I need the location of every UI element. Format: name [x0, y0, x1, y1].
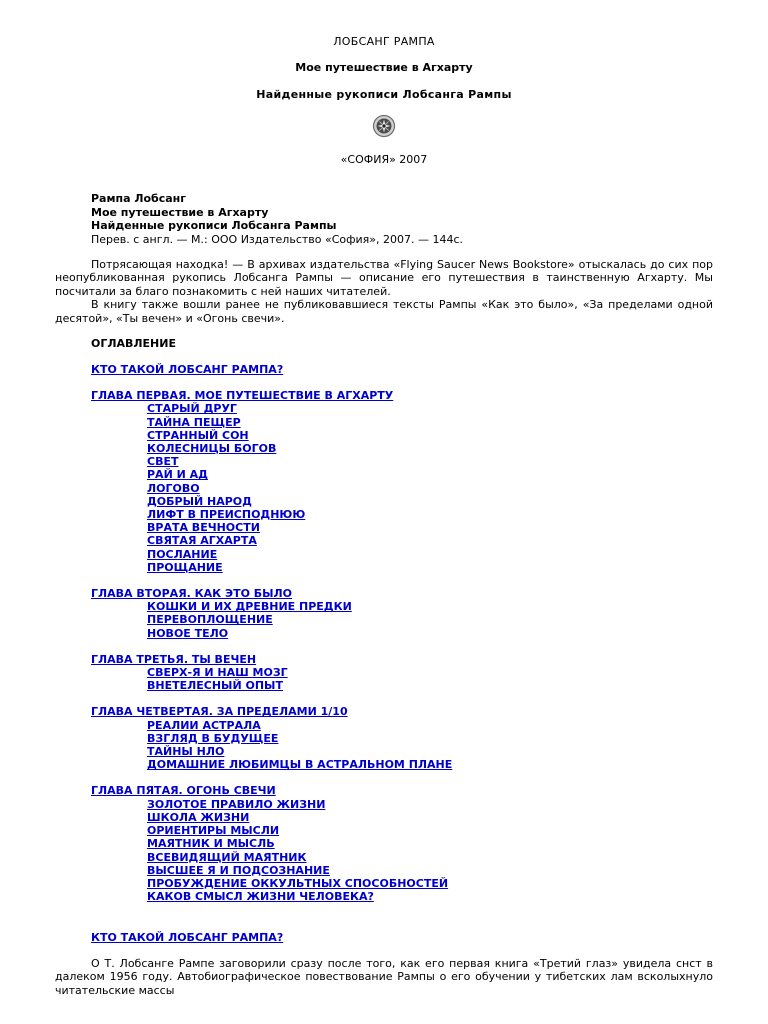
toc-link-item[interactable]: КОШКИ И ИХ ДРЕВНИЕ ПРЕДКИ — [147, 600, 352, 614]
annotation-paragraph: Потрясающая находка! — В архивах издательства «Flying Saucer News Bookstore» отыскалась до сих пор неопубликованная рукопись Лобсанга Рампы — описание его путешествия в таинственную Агхарту. Мы посчитали за благо познакомить с ней наших читателей. — [55, 258, 713, 298]
toc-link-item[interactable]: ЗОЛОТОЕ ПРАВИЛО ЖИЗНИ — [147, 797, 326, 811]
book-title: Мое путешествие в Агхарту — [295, 61, 473, 74]
toc-link-item[interactable]: НОВОЕ ТЕЛО — [147, 626, 229, 640]
toc-link-item[interactable]: СТРАННЫЙ СОН — [147, 428, 249, 442]
section-heading-link[interactable]: КТО ТАКОЙ ЛОБСАНГ РАМПА? — [91, 931, 284, 944]
toc-link-item[interactable]: ВЗГЛЯД В БУДУЩЕЕ — [147, 731, 279, 745]
toc-link-item[interactable]: МАЯТНИК И МЫСЛЬ — [147, 837, 275, 851]
meta-subtitle: Найденные рукописи Лобсанга Рампы — [91, 219, 337, 233]
toc-link-intro[interactable]: КТО ТАКОЙ ЛОБСАНГ РАМПА? — [91, 363, 284, 376]
body-paragraph: О Т. Лобсанге Рампе заговорили сразу после того, как его первая книга «Третий глаз» увидела снст в далеком 1956 году. Автобиографическое повествование Рампы о его обучении у тибетских лам всколыхнуло читательские массы — [55, 957, 713, 997]
meta-title: Мое путешествие в Агхарту — [91, 205, 269, 219]
toc-link-item[interactable]: ПЕРЕВОПЛОЩЕНИЕ — [147, 613, 273, 627]
annotation-paragraph: В книгу также вошли ранее не публиковавшиеся тексты Рампы «Как это было», «За пределами одной десятой», «Ты вечен» и «Огонь свечи». — [55, 298, 713, 325]
book-subtitle: Найденные рукописи Лобсанга Рампы — [256, 88, 512, 101]
toc-link-item[interactable]: ЛОГОВО — [147, 481, 200, 495]
toc-link-item[interactable]: СВЕТ — [147, 455, 179, 469]
meta-author: Рампа Лобсанг — [91, 192, 186, 205]
toc-link-chapter-1[interactable]: ГЛАВА ПЕРВАЯ. МОЕ ПУТЕШЕСТВИЕ В АГХАРТУ — [91, 389, 394, 403]
meta-publication: Перев. с англ. — М.: ООО Издательство «София», 2007. — 144с. — [91, 232, 464, 246]
toc-link-item[interactable]: РАЙ И АД — [147, 468, 208, 482]
toc-link-item[interactable]: ВРАТА ВЕЧНОСТИ — [147, 521, 260, 535]
bibliographic-info — [91, 192, 463, 246]
toc-link-chapter-3[interactable]: ГЛАВА ТРЕТЬЯ. ТЫ ВЕЧЕН — [91, 652, 257, 666]
toc-link-item[interactable]: ЛИФТ В ПРЕИСПОДНЮЮ — [147, 508, 306, 522]
toc-link-item[interactable]: ТАЙНЫ НЛО — [147, 745, 225, 759]
toc-link-item[interactable]: ТАЙНА ПЕЩЕР — [147, 415, 241, 429]
toc-link-chapter-4[interactable]: ГЛАВА ЧЕТВЕРТАЯ. ЗА ПРЕДЕЛАМИ 1/10 — [91, 705, 348, 719]
toc-heading: ОГЛАВЛЕНИЕ — [91, 337, 176, 350]
toc-link-item[interactable]: СТАРЫЙ ДРУГ — [147, 402, 237, 416]
table-of-contents — [91, 363, 452, 903]
toc-link-item[interactable]: ВЫСШЕЕ Я И ПОДСОЗНАНИЕ — [147, 863, 330, 877]
toc-link-item[interactable]: ВНЕТЕЛЕСНЫЙ ОПЫТ — [147, 679, 283, 693]
toc-link-item[interactable]: РЕАЛИИ АСТРАЛА — [147, 718, 261, 732]
toc-link-chapter-5[interactable]: ГЛАВА ПЯТАЯ. ОГОНЬ СВЕЧИ — [91, 784, 276, 798]
sofia-publisher-logo-icon — [372, 114, 396, 138]
toc-link-item[interactable]: ПРОБУЖДЕНИЕ ОККУЛЬТНЫХ СПОСОБНОСТЕЙ — [147, 876, 449, 890]
book-author: ЛОБСАНГ РАМПА — [333, 35, 435, 48]
toc-link-item[interactable]: ДОМАШНИЕ ЛЮБИМЦЫ В АСТРАЛЬНОМ ПЛАНЕ — [147, 758, 453, 772]
toc-link-item[interactable]: ВСЕВИДЯЩИЙ МАЯТНИК — [147, 850, 307, 864]
toc-link-item[interactable]: ШКОЛА ЖИЗНИ — [147, 810, 250, 824]
toc-link-item[interactable]: ПРОЩАНИЕ — [147, 560, 223, 574]
toc-link-item[interactable]: СВЕРХ-Я И НАШ МОЗГ — [147, 666, 288, 680]
toc-link-item[interactable]: КОЛЕСНИЦЫ БОГОВ — [147, 442, 277, 456]
toc-link-item[interactable]: ПОСЛАНИЕ — [147, 547, 218, 561]
section-body — [55, 957, 713, 997]
toc-link-chapter-2[interactable]: ГЛАВА ВТОРАЯ. КАК ЭТО БЫЛО — [91, 587, 293, 601]
toc-link-item[interactable]: ДОБРЫЙ НАРОД — [147, 494, 252, 508]
publisher-line: «СОФИЯ» 2007 — [340, 153, 428, 166]
toc-link-item[interactable]: СВЯТАЯ АГХАРТА — [147, 534, 257, 548]
toc-link-item[interactable]: КАКОВ СМЫСЛ ЖИЗНИ ЧЕЛОВЕКА? — [147, 890, 374, 904]
annotation — [55, 258, 713, 325]
toc-link-item[interactable]: ОРИЕНТИРЫ МЫСЛИ — [147, 824, 280, 838]
